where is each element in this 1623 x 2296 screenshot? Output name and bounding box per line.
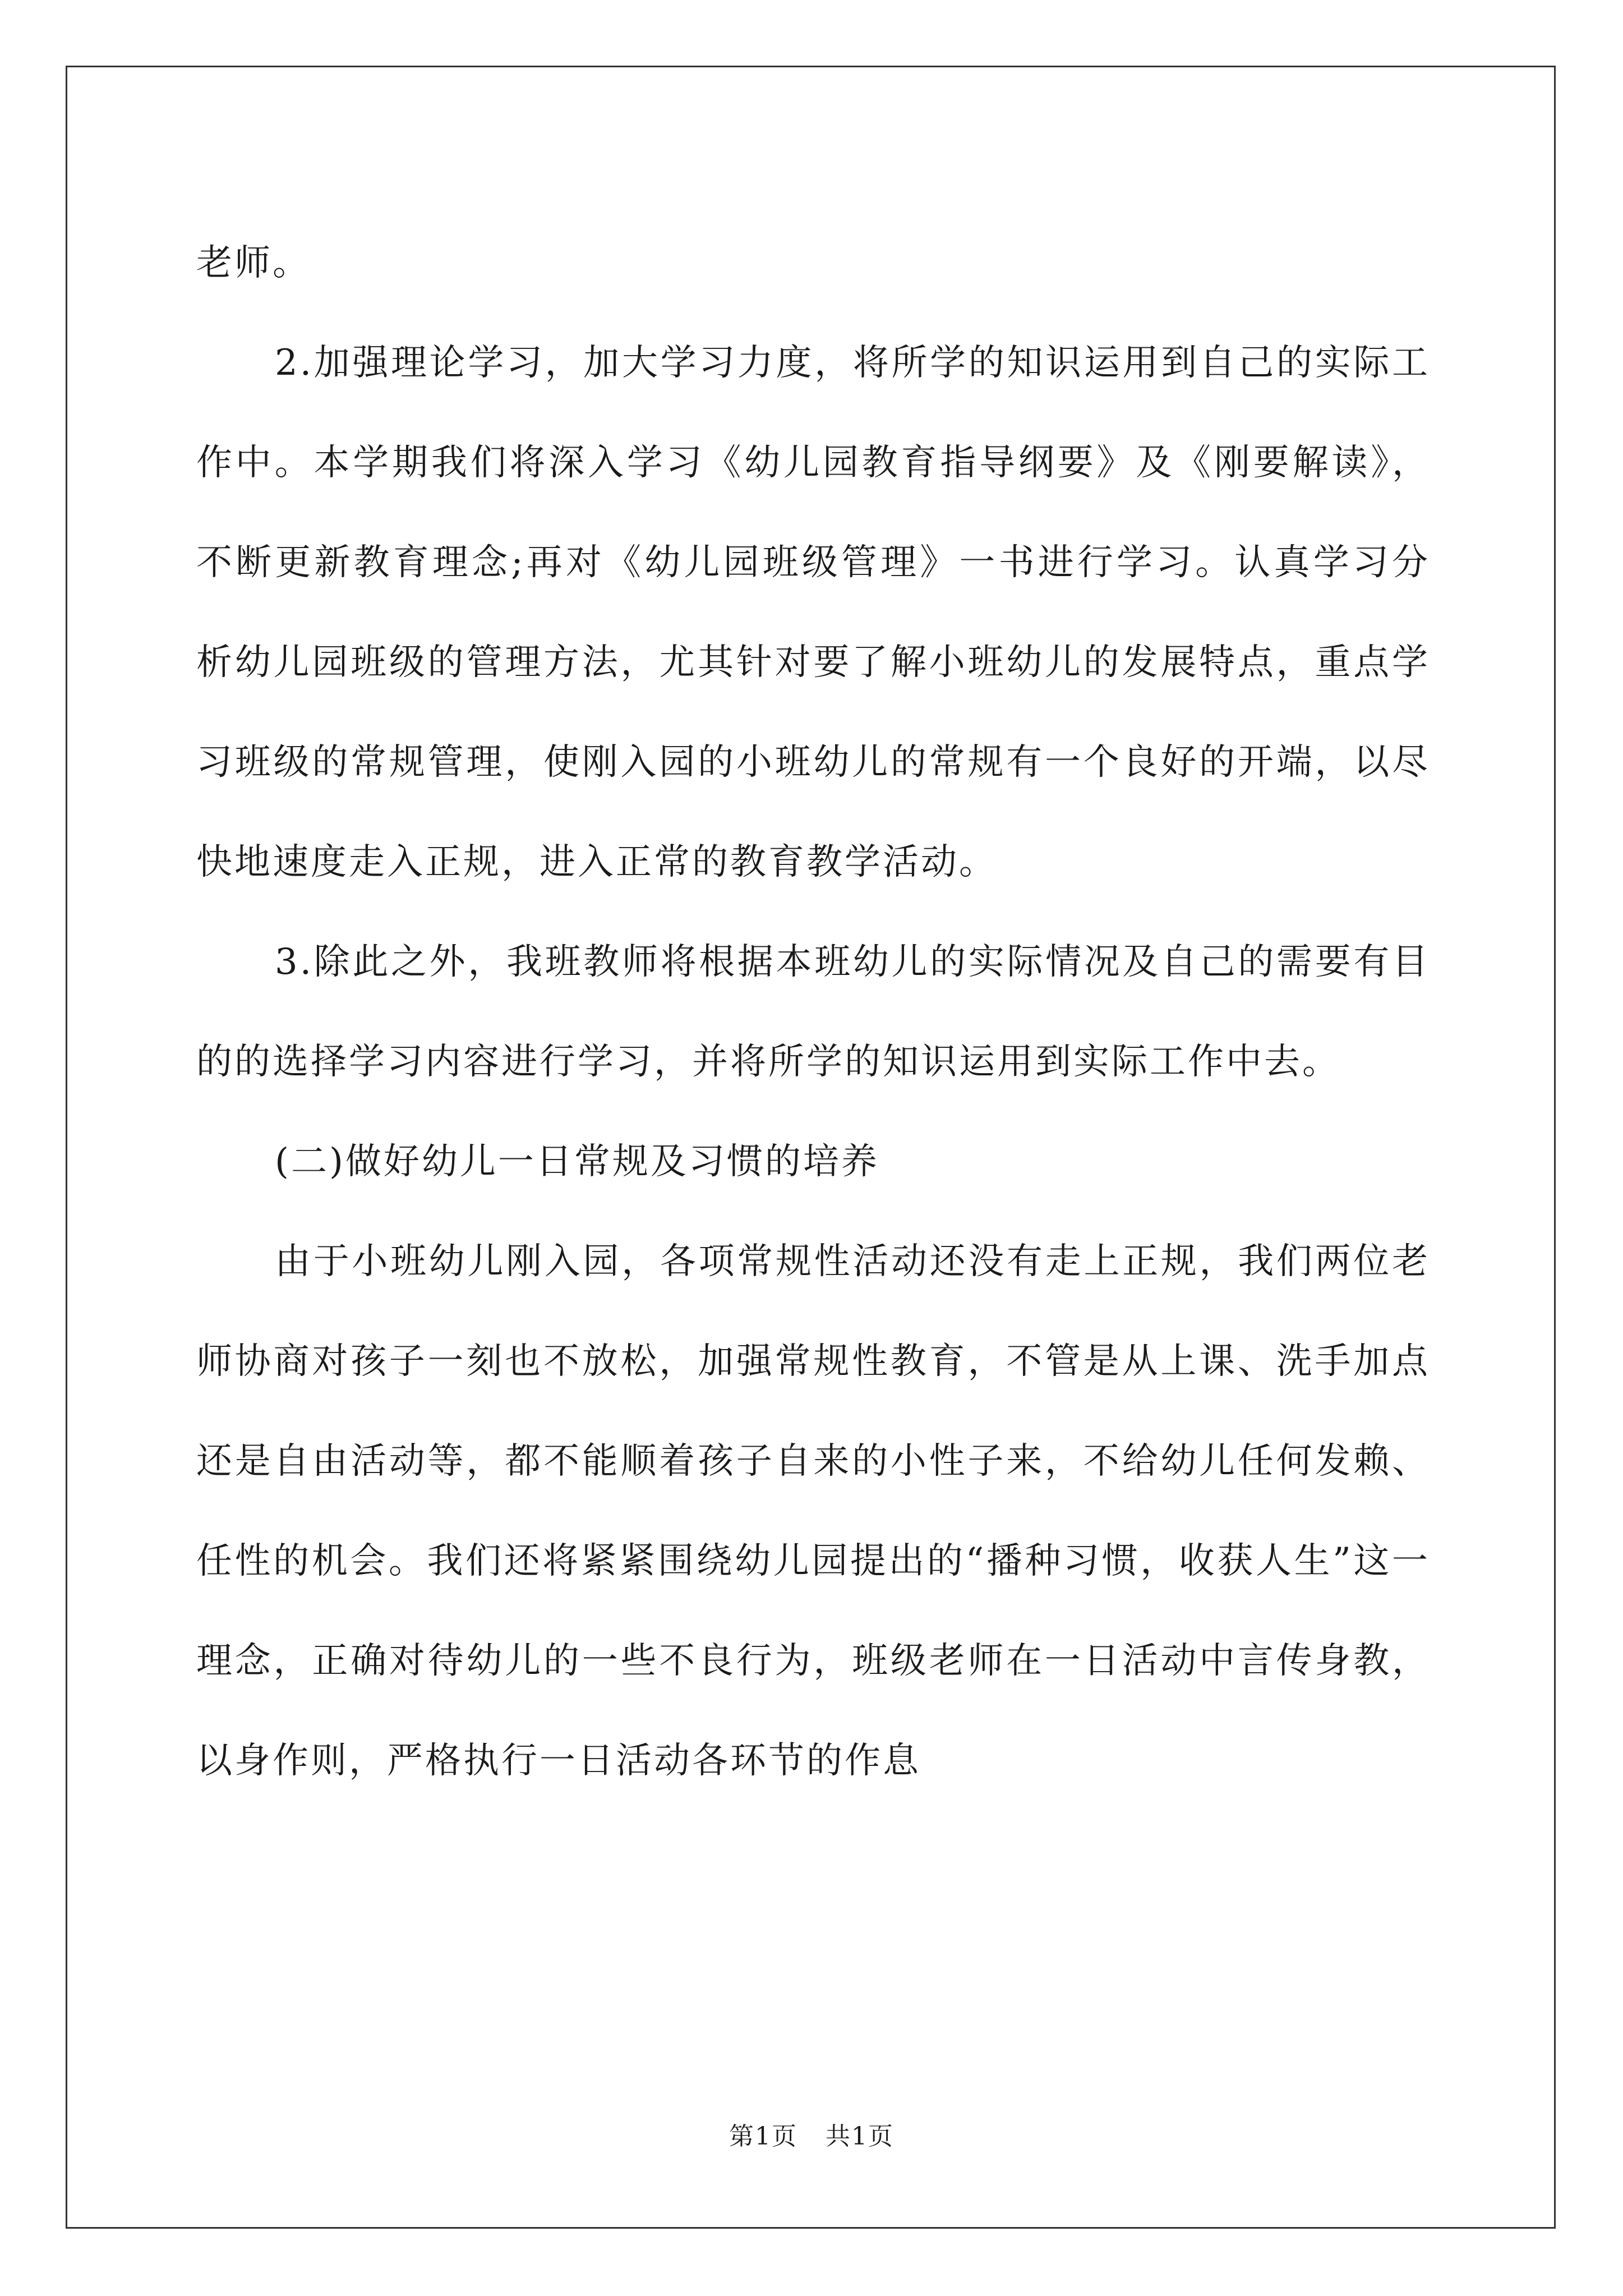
section-heading: (二)做好幼儿一日常规及习惯的培养 [275,1141,879,1182]
page-number: 第1页 [729,2122,797,2151]
paragraph-continuation: 老师。 [196,242,311,284]
paragraph-item-2: 2.加强理论学习，加大学习力度，将所学的知识运用到自己的实际工作中。本学期我们将深入学习《幼儿园教育指导纲要》及《刚要解读》，不断更新教育理念;再对《幼儿园班级管理》一书进行学习。认真学习分析幼儿园班级的管理方法，尤其针对要了解小班幼儿的发展特点，重点学习班级的常规管理，使刚入园的小班幼儿的常规有一个良好的开端，以尽快地速度走入正规，进入正常的教育教学活动。 [196,342,1430,883]
paragraph-item-3: 3.除此之外，我班教师将根据本班幼儿的实际情况及自己的需要有目的的选择学习内容进行学习，并将所学的知识运用到实际工作中去。 [196,941,1430,1083]
page-total: 共1页 [826,2122,894,2151]
document-body [196,213,1430,1811]
paragraph-body: 由于小班幼儿刚入园，各项常规性活动还没有走上正规，我们两位老师协商对孩子一刻也不放松，加强常规性教育，不管是从上课、洗手加点还是自由活动等，都不能顺着孩子自来的小性子来，不给幼儿任何发赖、任性的机会。我们还将紧紧围绕幼儿园提出的“播种习惯，收获人生”这一理念，正确对待幼儿的一些不良行为，班级老师在一日活动中言传身教，以身作则，严格执行一日活动各环节的作息 [196,1241,1430,1782]
page-footer [0,2116,1623,2152]
